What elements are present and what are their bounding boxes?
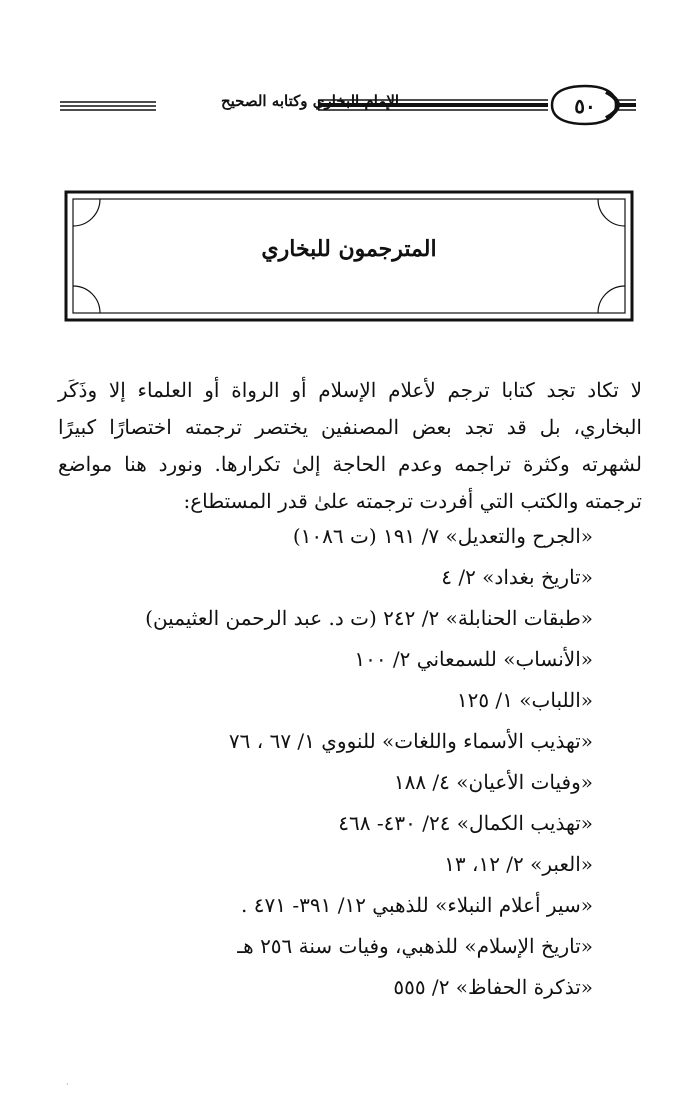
intro-paragraph: لا تكاد تجد كتابا ترجم لأعلام الإسلام أو الرواة أو العلماء إلا وذَكَر البخاري، بل قد تجد بعض المصنفين يختصر ترجمته اختصارًا كبيرًا لشهرته وكثرة تراجمه وعدم الحاجة إلىٰ تكرارها. ونورد هنا مواضع ترجمته والكتب التي أفردت ترجمته علىٰ قدر المستطاع: [58,378,642,513]
reference-item: «طبقات الحنابلة» ٢/ ٢٤٢ (ت د. عبد الرحمن العثيمين) [145,606,593,630]
running-header [0,82,698,132]
reference-item: «الجرح والتعديل» ٧/ ١٩١ (ت ١٠٨٦) [292,524,593,548]
reference-item: «سير أعلام النبلاء» للذهبي ١٢/ ٣٩١- ٤٧١ . [241,893,593,917]
running-title: الإمام البخاري وكتابه الصحيح [220,92,400,110]
references-list [93,516,593,1008]
reference-item: «تهذيب الكمال» ٢٤/ ٤٣٠- ٤٦٨ [338,811,593,835]
footer-mark: · [66,1080,69,1090]
reference-item: «تذكرة الحفاظ» ٢/ ٥٥٥ [393,975,593,999]
reference-item: «العبر» ٢/ ١٢، ١٣ [444,852,593,876]
reference-item: «تاريخ الإسلام» للذهبي، وفيات سنة ٢٥٦ هـ [237,934,593,958]
reference-item: «تاريخ بغداد» ٢/ ٤ [441,565,593,589]
reference-item: «الأنساب» للسمعاني ٢/ ١٠٠ [354,647,593,671]
section-title: المترجمون للبخاري [261,236,437,262]
reference-item: «وفيات الأعيان» ٤/ ١٨٨ [393,770,593,794]
section-title-frame [64,190,634,322]
reference-item: «اللباب» ١/ ١٢٥ [456,688,593,712]
page-number: ٥٠ [574,94,596,118]
reference-item: «تهذيب الأسماء واللغات» للنووي ١/ ٦٧ ، ٧٦ [228,729,593,753]
